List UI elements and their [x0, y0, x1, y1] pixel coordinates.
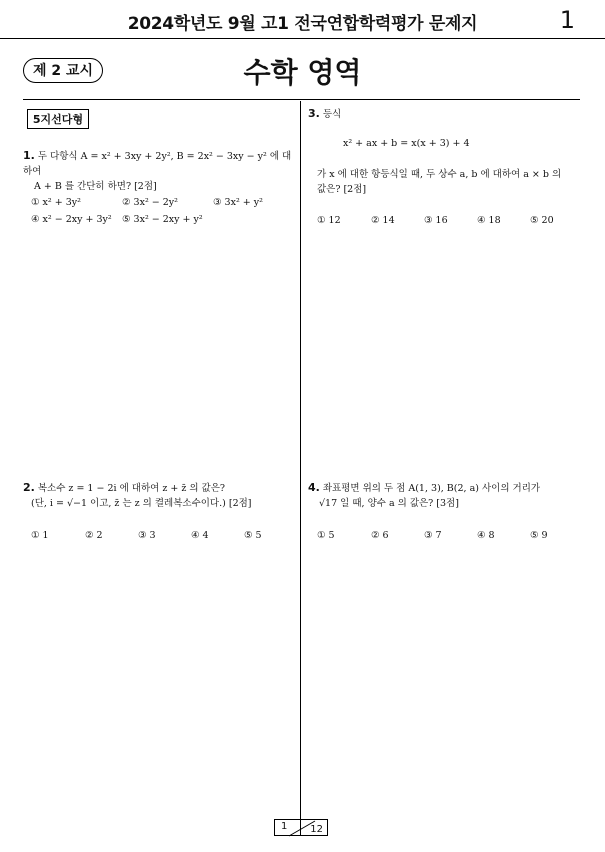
question-text-line1: 복소수 z = 1 − 2i 에 대하여 z + z̄ 의 값은? [37, 483, 225, 494]
choice-3[interactable]: ③ 3 [138, 530, 156, 541]
question-number: 2. [23, 481, 35, 494]
section-label: 5지선다형 [27, 109, 89, 129]
question-3 [308, 106, 583, 122]
choice-3[interactable]: ③ 16 [424, 215, 448, 226]
choice-2[interactable]: ② 14 [371, 215, 395, 226]
choice-1[interactable]: ① 12 [317, 215, 341, 226]
question-2 [23, 480, 298, 511]
choice-4[interactable]: ④ 8 [477, 530, 495, 541]
question-text-line2: (단, i = √−1 이고, z̄ 는 z 의 켤레복소수이다.) [2점] [31, 498, 252, 509]
current-page: 1 [281, 821, 288, 832]
choice-4[interactable]: ④ 4 [191, 530, 209, 541]
question-number: 3. [308, 107, 320, 120]
choice-5[interactable]: ⑤ 3x² − 2xy + y² [122, 214, 203, 225]
question-3-body [317, 167, 587, 197]
choice-5[interactable]: ⑤ 9 [530, 530, 548, 541]
choice-2[interactable]: ② 6 [371, 530, 389, 541]
choice-5[interactable]: ⑤ 20 [530, 215, 554, 226]
exam-title: 2024학년도 9월 고1 전국연합학력평가 문제지 [127, 14, 478, 34]
choice-4[interactable]: ④ 18 [477, 215, 501, 226]
choice-2[interactable]: ② 3x² − 2y² [122, 197, 178, 208]
choice-3[interactable]: ③ 3x² + y² [213, 197, 263, 208]
session-badge: 제 2 교시 [23, 58, 103, 83]
page-number: 1 [559, 6, 575, 34]
question-text-line1: 좌표평면 위의 두 점 A(1, 3), B(2, a) 사이의 거리가 [322, 483, 541, 494]
question-number: 4. [308, 481, 320, 494]
question-text-line0: 등식 [322, 109, 342, 120]
question-text-line1: 두 다항식 A = x² + 3xy + 2y², B = 2x² − 3xy − y² 에 대하여 [23, 151, 292, 177]
question-number: 1. [23, 149, 35, 162]
choice-1[interactable]: ① x² + 3y² [31, 197, 81, 208]
choice-3[interactable]: ③ 7 [424, 530, 442, 541]
choice-2[interactable]: ② 2 [85, 530, 103, 541]
question-text-line1: 가 x 에 대한 항등식일 때, 두 상수 a, b 에 대하여 a × b 의 [317, 169, 562, 180]
choice-1[interactable]: ① 5 [317, 530, 335, 541]
main-rule [23, 99, 580, 100]
choice-5[interactable]: ⑤ 5 [244, 530, 262, 541]
column-divider [300, 101, 301, 835]
choice-1[interactable]: ① 1 [31, 530, 49, 541]
subject-title: 수학 영역 [243, 56, 362, 89]
question-1 [23, 148, 298, 194]
choice-4[interactable]: ④ x² − 2xy + 3y² [31, 214, 112, 225]
equation: x² + ax + b = x(x + 3) + 4 [343, 138, 470, 149]
header-rule [0, 38, 605, 39]
page-indicator [274, 819, 328, 836]
total-pages: 12 [310, 824, 323, 835]
question-text-line2: A + B 를 간단히 하면? [2점] [34, 181, 157, 192]
question-text-line2: 값은? [2점] [317, 184, 367, 195]
question-4 [308, 480, 588, 511]
question-text-line2: √17 일 때, 양수 a 의 값은? [3점] [319, 498, 459, 509]
